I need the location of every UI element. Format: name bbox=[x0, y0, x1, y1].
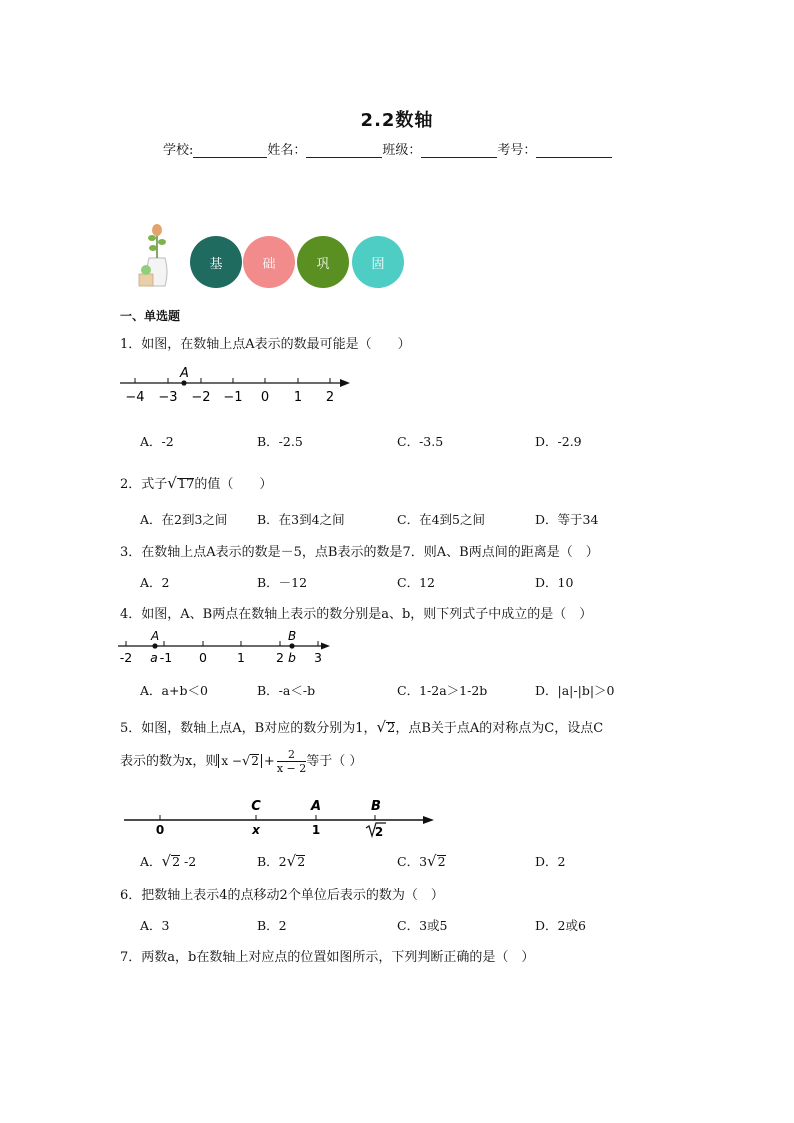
exam-number-field[interactable] bbox=[536, 143, 612, 158]
q5-stem-text: 等于（ ） bbox=[306, 754, 363, 769]
q4-b-value-label: b bbox=[288, 650, 296, 665]
q5-option-a[interactable]: A．√2 -2 bbox=[140, 852, 197, 870]
q1-option-a[interactable]: A．-2 bbox=[140, 434, 174, 449]
q4-option-d[interactable]: D．|a|-|b|＞0 bbox=[535, 683, 615, 698]
q1-option-b[interactable]: B．-2.5 bbox=[257, 434, 303, 449]
q2-stem: 2．式子√17的值（ ） bbox=[120, 474, 273, 492]
q4-point-a bbox=[152, 643, 157, 648]
q1-point-a bbox=[181, 380, 186, 385]
section-title: 一、单选题 bbox=[120, 309, 181, 323]
q2-stem-post: 的值（ ） bbox=[194, 477, 273, 492]
q3-option-a[interactable]: A．2 bbox=[140, 575, 170, 590]
q4-tick-label: 0 bbox=[199, 650, 207, 665]
q5-point-a-label: A bbox=[310, 799, 322, 814]
q5-frac-numerator: 2 bbox=[277, 748, 306, 762]
q5-radicand: 2 bbox=[387, 721, 396, 736]
q4-stem: 4．如图，A、B两点在数轴上表示的数分别是a、b，则下列式子中成立的是（ ） bbox=[120, 607, 593, 622]
q4-a-value-label: a bbox=[150, 650, 158, 665]
q4-point-b-label: B bbox=[288, 629, 297, 643]
q4-option-a[interactable]: A．a+b＜0 bbox=[140, 683, 208, 698]
q4-tick-label: -1 bbox=[159, 650, 173, 665]
school-label: 学校: bbox=[163, 143, 194, 158]
q5-fraction bbox=[277, 748, 306, 775]
circle-label: 固 bbox=[371, 256, 385, 272]
q5-abs-expression: x −√2 bbox=[218, 754, 262, 768]
q3-option-b[interactable]: B．－12 bbox=[257, 575, 308, 590]
circle-label: 基 bbox=[209, 256, 223, 272]
circle-gong bbox=[297, 236, 349, 288]
q4-tick-label: 1 bbox=[237, 650, 245, 665]
school-field[interactable] bbox=[193, 143, 267, 158]
circle-chu bbox=[243, 236, 295, 288]
q5-option-c-text: C．3 bbox=[397, 854, 428, 869]
q5-option-a-text: -2 bbox=[180, 854, 197, 869]
name-field[interactable] bbox=[306, 143, 382, 158]
q5-x-label: x bbox=[252, 823, 260, 837]
q5-option-b-radicand: 2 bbox=[297, 854, 306, 869]
class-field[interactable] bbox=[421, 143, 497, 158]
q2-option-c[interactable]: C．在4到5之间 bbox=[397, 512, 485, 527]
class-label: 班级： bbox=[382, 143, 422, 158]
q5-point-b-label: B bbox=[371, 799, 381, 814]
q5-plus-sign: + bbox=[263, 754, 275, 769]
q5-zero-label: 0 bbox=[155, 823, 165, 837]
q1-tick-label: 2 bbox=[325, 390, 335, 405]
q6-option-b[interactable]: B．2 bbox=[257, 918, 287, 933]
q4-option-b[interactable]: B．-a＜-b bbox=[257, 683, 316, 698]
exam-number-label: 考号： bbox=[497, 143, 537, 158]
q3-option-c[interactable]: C．12 bbox=[397, 575, 435, 590]
q5-abs-x: x − bbox=[221, 754, 242, 768]
q4-number-line bbox=[116, 628, 338, 668]
q1-tick-label: 1 bbox=[293, 390, 303, 405]
q6-option-c[interactable]: C．3或5 bbox=[397, 918, 448, 933]
q4-point-b bbox=[289, 643, 294, 648]
q1-tick-label: −4 bbox=[125, 390, 145, 405]
circle-label: 巩 bbox=[316, 256, 330, 272]
q1-tick-label: −3 bbox=[158, 390, 178, 405]
q4-option-c[interactable]: C．1-2a＞1-2b bbox=[397, 683, 488, 698]
q7-stem: 7．两数a，b在数轴上对应点的位置如图所示，下列判断正确的是（ ） bbox=[120, 950, 535, 965]
q2-option-d[interactable]: D．等于34 bbox=[535, 512, 599, 527]
q1-point-a-label: A bbox=[180, 366, 189, 381]
q4-point-a-label: A bbox=[151, 629, 160, 643]
q5-number-line bbox=[120, 794, 440, 844]
q2-option-b[interactable]: B．在3到4之间 bbox=[257, 512, 345, 527]
q5-option-b[interactable]: B．2√2 bbox=[257, 852, 306, 870]
q5-stem-line1: 5．如图，数轴上点A，B对应的数分别为1，√2，点B关于点A的对称点为C，设点C bbox=[120, 718, 604, 736]
q1-tick-label: 0 bbox=[260, 390, 270, 405]
name-label: 姓名： bbox=[267, 143, 307, 158]
student-info-line bbox=[163, 139, 612, 158]
q5-option-d[interactable]: D．2 bbox=[535, 854, 566, 869]
q5-root2-label: 2 bbox=[374, 825, 384, 839]
circle-gu bbox=[352, 236, 404, 288]
page-title: 2.2数轴 bbox=[360, 110, 434, 131]
q5-option-b-text: B．2 bbox=[257, 854, 287, 869]
q5-option-a-radicand: 2 bbox=[172, 854, 181, 869]
q4-tick-label: 2 bbox=[276, 650, 284, 665]
q5-point-c-label: C bbox=[251, 799, 261, 814]
q1-tick-label: −1 bbox=[223, 390, 243, 405]
q5-stem-line2 bbox=[120, 748, 362, 775]
plant-vase-icon bbox=[135, 222, 185, 290]
q2-option-a[interactable]: A．在2到3之间 bbox=[140, 512, 228, 527]
q2-stem-pre: 2．式子 bbox=[120, 477, 168, 492]
q5-abs-radicand: 2 bbox=[251, 754, 259, 768]
q5-option-c[interactable]: C．3√2 bbox=[397, 852, 446, 870]
q4-tick-label: 3 bbox=[314, 650, 322, 665]
q5-option-c-radicand: 2 bbox=[437, 854, 446, 869]
q1-option-c[interactable]: C．-3.5 bbox=[397, 434, 444, 449]
q6-option-a[interactable]: A．3 bbox=[140, 918, 170, 933]
q6-option-d[interactable]: D．2或6 bbox=[535, 918, 586, 933]
circle-label: 础 bbox=[262, 256, 276, 272]
q5-frac-denominator: x − 2 bbox=[276, 762, 307, 775]
q1-option-d[interactable]: D．-2.9 bbox=[535, 434, 582, 449]
q5-stem-text: 5．如图，数轴上点A，B对应的数分别为1， bbox=[120, 721, 377, 736]
q6-stem: 6．把数轴上表示4的点移动2个单位后表示的数为（ ） bbox=[120, 888, 444, 903]
q3-option-d[interactable]: D．10 bbox=[535, 575, 574, 590]
q4-tick-label: -2 bbox=[119, 650, 133, 665]
q5-option-a-text: A． bbox=[140, 854, 162, 869]
q5-stem-text: ，点B关于点A的对称点为C，设点C bbox=[395, 721, 604, 736]
q1-number-line bbox=[118, 362, 358, 408]
q1-stem: 1．如图，在数轴上点A表示的数最可能是（ ） bbox=[120, 337, 411, 352]
q3-stem: 3．在数轴上点A表示的数是－5，点B表示的数是7．则A、B两点间的距离是（ ） bbox=[120, 545, 599, 560]
q5-stem-text: 表示的数为x，则 bbox=[120, 754, 219, 769]
q5-one-label: 1 bbox=[311, 823, 321, 837]
circle-ji bbox=[190, 236, 242, 288]
q1-tick-label: −2 bbox=[191, 390, 211, 405]
q2-radicand: 17 bbox=[177, 477, 195, 492]
